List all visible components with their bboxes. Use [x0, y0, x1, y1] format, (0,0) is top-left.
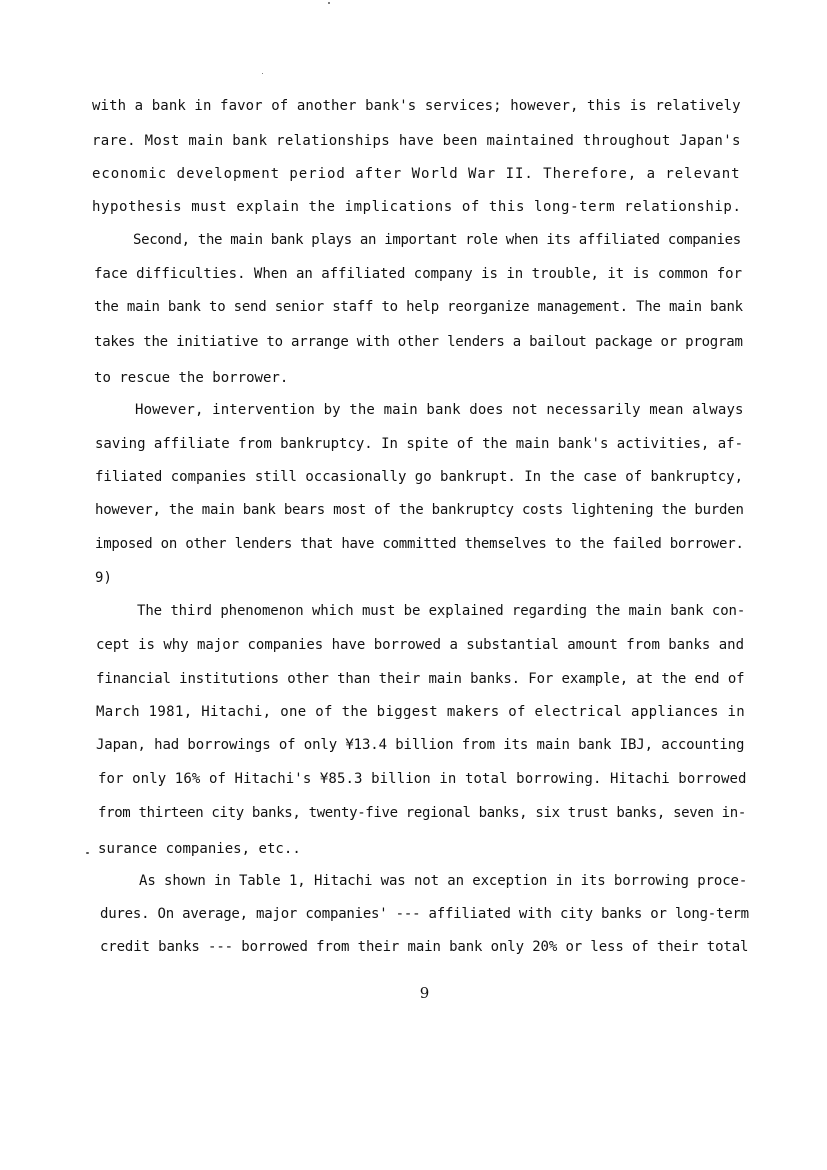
text-line: saving affiliate from bankruptcy. In spite of the main bank's activities, af-	[95, 436, 744, 452]
text-line: the main bank to send senior staff to help reorganize management. The main bank	[94, 299, 743, 315]
text-line: The third phenomenon which must be explained regarding the main bank con-	[137, 603, 746, 619]
text-line: filiated companies still occasionally go bankrupt. In the case of bankruptcy,	[95, 469, 744, 485]
text-line: credit banks --- borrowed from their main bank only 20% or less of their total	[100, 939, 749, 955]
text-line: face difficulties. When an affiliated company is in trouble, it is common for	[94, 266, 743, 282]
text-line: cept is why major companies have borrowed a substantial amount from banks and	[96, 637, 745, 653]
text-line: hypothesis must explain the implications of this long-term relationship.	[92, 199, 742, 215]
text-line: for only 16% of Hitachi's ¥85.3 billion in total borrowing. Hitachi borrowed	[98, 771, 747, 787]
text-line: Japan, had borrowings of only ¥13.4 billion from its main bank IBJ, accounting	[96, 737, 745, 753]
footnote-ref: 9)	[95, 570, 112, 586]
text-line: However, intervention by the main bank does not necessarily mean always	[135, 402, 744, 418]
text-line: however, the main bank bears most of the bankruptcy costs lightening the burden	[95, 502, 744, 518]
text-line: As shown in Table 1, Hitachi was not an exception in its borrowing proce-	[139, 873, 748, 889]
text-line: financial institutions other than their main banks. For example, at the end of	[96, 671, 745, 687]
text-line: from thirteen city banks, twenty-five regional banks, six trust banks, seven in-	[98, 805, 746, 821]
text-line: Second, the main bank plays an important role when its affiliated companies	[133, 232, 741, 248]
text-line: surance companies, etc..	[98, 841, 301, 857]
text-line: March 1981, Hitachi, one of the biggest makers of electrical appliances in	[96, 704, 746, 720]
text-line: imposed on other lenders that have committed themselves to the failed borrower.	[95, 536, 744, 552]
page-number: 9	[419, 984, 430, 1002]
scan-speck	[328, 2, 330, 4]
text-line: dures. On average, major companies' --- affiliated with city banks or long-term	[100, 906, 749, 922]
text-line: with a bank in favor of another bank's services; however, this is relatively	[92, 98, 741, 114]
text-line: takes the initiative to arrange with other lenders a bailout package or program	[94, 334, 743, 350]
text-line: economic development period after World War II. Therefore, a relevant	[92, 166, 741, 182]
scan-speck	[86, 852, 89, 854]
text-line: rare. Most main bank relationships have been maintained throughout Japan's	[92, 133, 741, 149]
scan-speck	[262, 73, 263, 74]
text-line: to rescue the borrower.	[94, 370, 289, 386]
